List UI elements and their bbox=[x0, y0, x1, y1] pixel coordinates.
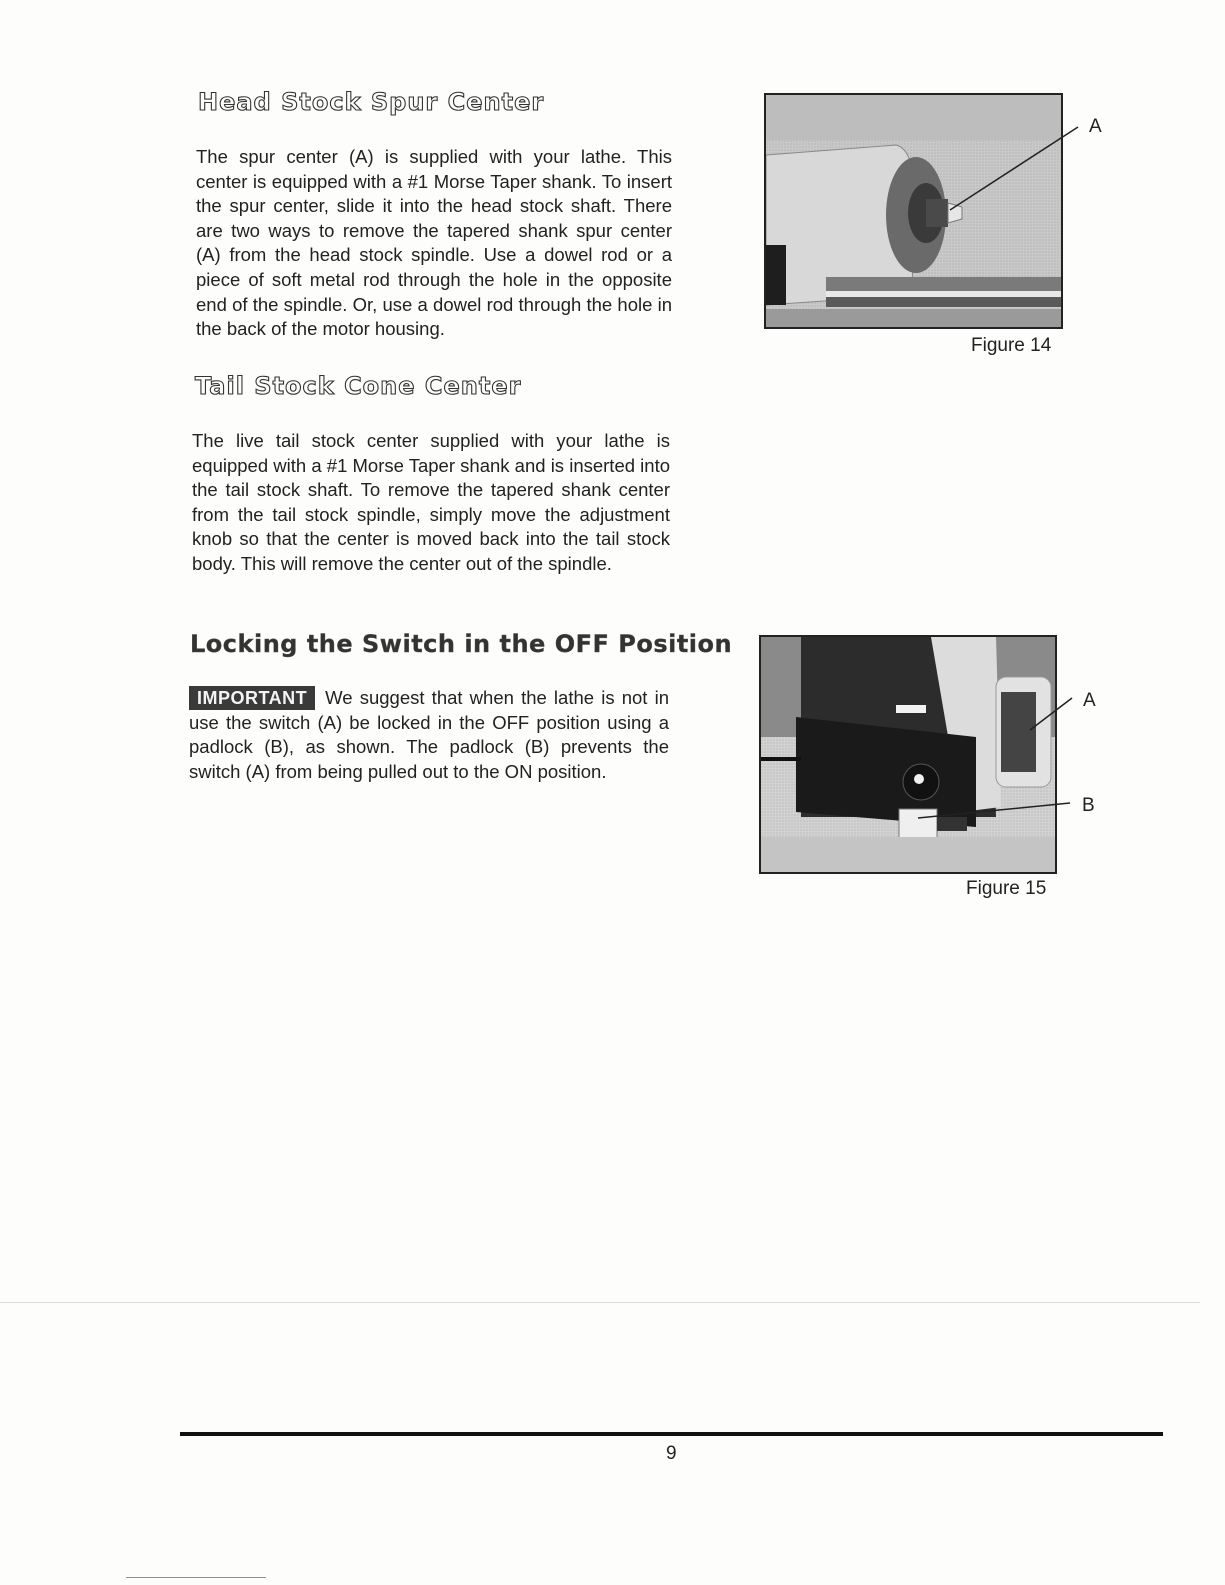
heading-tail-stock-cone-center: Tail Stock Cone Center bbox=[195, 372, 522, 400]
figure-14-illustration bbox=[766, 95, 1061, 327]
figure-15-photo bbox=[759, 635, 1057, 874]
paragraph-tail-stock-cone-center: The live tail stock center supplied with your lathe is equipped with a #1 Morse Taper shank and is inserted into the tail stock shaft. To remove the tapered shank center from the tail stock spindle, simply move the adjustment knob so that the center is moved back into the tail stock body. This will remove the center out of the spindle. bbox=[192, 430, 670, 574]
figure-15-callout-b: B bbox=[1082, 795, 1095, 816]
paragraph-head-stock-spur-center: The spur center (A) is supplied with your lathe. This center is equipped with a #1 Morse Taper shank. To insert the spur center, slide it into the head stock shaft. There are two ways to remove the tapered shank spur center (A) from the head stock spindle. Use a dowel rod or a piece of soft metal rod through the hole in the opposite end of the spindle. Or, use a dowel rod through the hole in the back of the motor housing. bbox=[196, 146, 672, 340]
figure-14-photo bbox=[764, 93, 1063, 329]
scan-artifact-line bbox=[0, 1302, 1200, 1303]
figure-15-caption: Figure 15 bbox=[966, 878, 1047, 899]
paragraph-locking-switch bbox=[189, 686, 669, 784]
heading-locking-switch: Locking the Switch in the OFF Position bbox=[190, 630, 733, 658]
figure-15-illustration bbox=[761, 637, 1055, 872]
important-badge: IMPORTANT bbox=[189, 686, 315, 710]
figure-15-callout-a: A bbox=[1083, 690, 1096, 711]
locking-switch-text: We suggest that when the lathe is not in use the switch (A) be locked in the OFF position using a padlock (B), as shown. The padlock (B) prevents the switch (A) from being pulled out to the ON position. bbox=[189, 687, 669, 782]
footer-rule bbox=[180, 1432, 1163, 1436]
heading-head-stock-spur-center: Head Stock Spur Center bbox=[198, 88, 545, 116]
figure-14-callout-a: A bbox=[1089, 116, 1102, 137]
page-number: 9 bbox=[666, 1443, 677, 1464]
figure-14-caption: Figure 14 bbox=[971, 335, 1052, 356]
bottom-blue-line bbox=[126, 1577, 266, 1578]
